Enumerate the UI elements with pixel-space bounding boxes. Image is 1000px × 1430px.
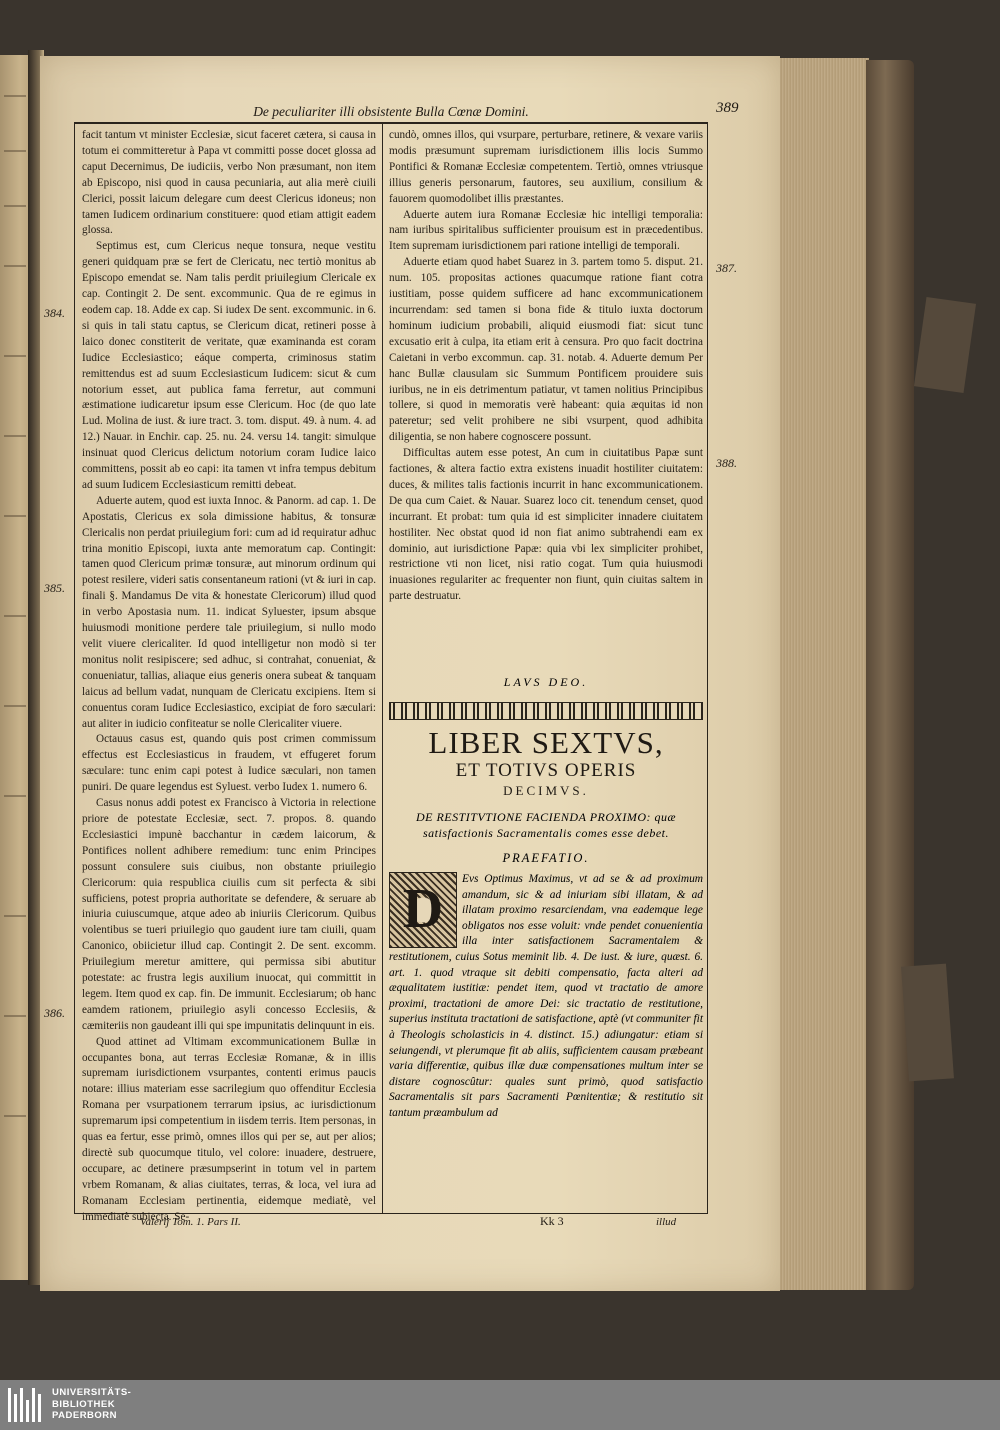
signature-mark: Kk 3 [540,1214,564,1228]
paragraph: Aduerte autem iura Romanæ Ecclesiæ hic intelligi temporalia: nam iuribus spiritalibus sufficienter prouisum est in præcedentibus. Item supremam iurisdictionem pari ratione intelligi de temporali. [389,208,703,253]
chapter-heading: DE RESTITVTIONE FACIENDA PROXIMO: quæ satisfactionis Sacramentalis comes esse debet. [415,810,677,840]
library-line-1: UNIVERSITÄTS- [52,1387,132,1398]
decorated-initial [389,872,457,948]
praefatio-text: Evs Optimus Maximus, vt ad se & ad proximum amandum, sic & ad iniuriam sibi illatam, & ad illatam proximo resarciendam, vna eademque lege obligatos nos esse voluit: vnde pendet conuenientia illa inter satisfactionem Sacramentalem & restitutionem, cuius Sotus meminit lib. 4. De iust. & iure, quæst. 6. art. 1. quod vtraque sit debiti compensatio, facta alteri ad æqualitatem iustitiæ: pendet item, quod vt tractatio de amore proximi, tractationi de amore Dei: sic tractatio de restitutione, superius instituta tractationi de satisfactione, aptè (vt communiter fit à Theologis scholasticis in 4. distinct. 15.) adiungatur: etiam si seiungendi, vt plerumque fit ab aliis, sufficientem causam præbeant varia differentiæ, quibus illæ duæ compensationes multum inter se distare cognoscûtur: quales sunt primò, quod satisfactio Sacramentalis sit pars Sacramenti Pœnitentiæ; & restitutio sit tantum præambulum ad [389,873,703,1119]
paragraph: cundò, omnes illos, qui vsurpare, perturbare, retinere, & vexare variis modis præsumunt supremam iurisdictionem illis locis Summo Pontifici & Romanæ Ecclesiæ competentem. Tertiò, omnes vtriusque illius generis personarum, fautores, seu auxilium, consilium & fauorem quomodolibet illis præstantes. [389,129,703,205]
paragraph: Quod attinet ad Vltimam excommunicationem Bullæ in occupantes bona, aut terras Ecclesiæ Romanæ, & in illis supremam iurisdictionem vsurpantes, contenti erimus paucis notare: illius materiam esse sacrilegium quo offenditur Ecclesia Romana per vsurpationem terrarum ipsius, ac iurisdictionum supremarum ipsi competentium in iisdem terris. Item personas, in quas ea fertur, esse primò, omnes illos qui per se, aut per alios; directè sub quocumque titulo, vel colore: inuadere, destruere, occupare, ac detinere præsumpserint in totum vel in partem vrbem Romanam, & alias ciuitates, terras, & loca, vel iura ad Romanam Ecclesiam pertinentia, eidemque mediatè, vel immediatè subiecta. Se- [82,1035,376,1223]
paragraph: Casus nonus addi potest ex Francisco à Victoria in relectione priore de potestate Ecclesiæ, sect. 7. propos. 8. quando Ecclesiastici impunè bacchantur in cædem laicorum, & Pontifices nollent adhibere remedium: tunc enim Principes possunt consulere suis ciuibus, non obstante priuilegio Clericorum: quia respublica ciuilis cum sit perfecta & sibi sufficiens, potest propria authoritate se defendere, & seruare ab iniuria cuiuscumque, atque adeo ab iniuriis Clericorum. Quibus volentibus se tueri priuilegio quo gaudent iure tam ciuili, quam Canonico, obiicietur illud cap. Contingit 2. De sent. excomm. Priuilegium meretur amittere, qui permissa sibi abutitur potestate: ac frustra legis auxilium inuocat, qui committit in legem. Item quod ex cap. fin. De immunit. Ecclesiarum; ob hanc eamdem rationem, priuilegio asyli concesso Ecclesiis, & cæmiteriis non gaudeant illi qui spe impunitatis delinquunt in eis. [82,797,376,1032]
column-rule [382,124,383,1213]
right-column [389,128,703,605]
paragraph: Aduerte etiam quod habet Suarez in 3. partem tomo 5. disput. 21. num. 105. propositas actiones quacumque ratione fiant cotra iustitiam, posse quidem sufficere ad hanc excommunicationem incurrendam: sed tamen si bona fide & titulo iuxta doctorum hominum iudicium probabili, aliquid eiusmodi fiat: sicut tunc excusatio erit à culpa, ita etiam erit à censura. Pro quo facit doctrina Caietani in verbo excommun. cap. 31. notab. 4. Aduerte demum Per hanc Bullæ clausulam sic Summum Pontificem prouidere suis iuribus, ne in eis detrimentum patiatur, vt tamen nolitius Principibus tollere, si quod in memoratis verè habeant: quia æquitas id non pateretur; sed velit prohibere ne sibi vsurpent, quod adhibita diligentia, se non habere cognoscere possunt. [389,256,703,444]
paragraph: Difficultas autem esse potest, An cum in ciuitatibus Papæ sunt factiones, & altera factio extra existens inuadit hostiliter ciuitatem: duces, & milites talis factionis incurrit in hanc excommunicationem. De qua cum Caiet. & Nauar. Suarez loco cit. tenendum censet, quod incurrant. Et probat: tum quia id est simpliciter innadere ciuitatem hostiliter. Nec obstat quod id non fiat animo subtrahendi eam ex dominio, aut iurisdictione Papæ: quia vbi lex simpliciter prohibet, restrictione vti non licet, nisi ratio cogat. Tum quia huiusmodi inuasiones regulariter ac frequenter non fiunt, quin ciuitas saltem in parte destruatur. [389,447,703,603]
book-title: LIBER SEXTVS, [428,725,664,760]
laus-deo: LAVS DEO. [503,675,589,689]
book-cover-board [866,60,914,1290]
margin-number: 387. [716,261,737,275]
praefatio-heading: PRAEFATIO. [502,851,590,865]
library-logo-icon [8,1388,44,1422]
margin-number: 388. [716,456,737,470]
library-name [52,1387,131,1422]
paragraph: facit tantum vt minister Ecclesiæ, sicut faceret cætera, si causa in totum ei committeretur à Papa vt committi posse docet glossa ad caput Decernimus, De iudiciis, verbo Non præsumant, non item ab Episcopo, nisi quod in causa pecuniaria, aut alia merè ciuili Clerici, possit laicum delegare cum deest Clericus idoneus; non tamen Iudicem ordinarium constituere: quod etiam attigit eadem glossa. [82,129,376,237]
page-fore-edge [766,58,869,1290]
library-footer-bar [0,1380,1000,1430]
margin-number: 384. [44,306,65,320]
footer-title: Valerij Tom. 1. Pars II. [140,1216,241,1228]
page-number: 389 [716,100,739,116]
ornamental-band [389,702,703,720]
bookmark-strip-lower [901,964,954,1082]
running-head: De peculiariter illi obsistente Bulla Cœnæ Domini. [253,104,529,119]
bookmark-strip-upper [914,297,976,393]
margin-number: 385. [44,581,65,595]
initial-letter: D [402,878,444,940]
book-number: DECIMVS. [503,783,589,798]
catchword: illud [656,1216,677,1228]
paragraph: Septimus est, cum Clericus neque tonsura, neque vestitu generi quidquam præ se fert de Clericatu, nec tertiò monitus ab Episcopo emendat se. Nam talis perdit priuilegium Clericale ex cap. Contingit 2. De sent. excommunic. Qua de re egimus in eodem cap. 18. Adde ex cap. Si iudex De sent. excommunic. in 6. si quis in tali statu captus, se Clericum dicat, retineri posse à laico donec constiterit de veritate, quæ examinanda est coram Iudice Ecclesiastico; eáque comperta, criminosus statim remittendus est ad suum Ecclesiasticum Iudicem: sicut & cum notorium esset, aut publica fama ferretur, aut communi æstimatione iudicaretur ipsum esse Clericum. Hoc (de quo late Lud. Molina de iust. & iure tract. 3. tom. disput. 49. à num. 4. ad 12.) Nauar. in Enchir. cap. 25. nu. 24. versu 14. tangit: simulque insinuat quod Clericus delictum notorium coram Iudice laico committens, possit ab eo capi: ita tamen vt infra tempus debitum ad suum Iudicem Ecclesiasticum remitti debeat. [82,240,376,491]
library-line-3: PADERBORN [52,1410,118,1421]
paragraph: Octauus casus est, quando quis post crimen commissum effectus est Ecclesiasticus in fraudem, vt effugeret forum sæculare: tunc enim capi potest à Iudice sæculari, non tamen puniri. De quare legendus est Syluest. verbo Iudex 1. numero 6. [82,733,376,794]
paragraph: Aduerte autem, quod est iuxta Innoc. & Panorm. ad cap. 1. De Apostatis, Clericus ex sola dimissione habitus, & tonsuræ Clericalis non perdat priuilegium fori: cum ad id requiratur adhuc trina monitio Episcopi, iuxta ante memoratum cap. Contingit: tamen quod Clericum primæ tonsuræ, aut minorum ordinum qui potest resilere, videri satis consentaneum rationi (vt & iuri in cap. finali §. Mandamus De vita & honestate Clericorum) illud quod in verbo Apostasia num. 11. indicat Syluester, ipsum absque huiusmodi monitione perdere tale priuilegium, si nullo modo velit viuere clericaliter. Id quod intelligetur non modò si ter monitus nolit resipiscere; sed adhuc, si contrahat, conueniat, & conueniatur, tallias, aliaque eius generis onera subeat & tanquam laicus ad bellum vadat, nunquam de Clericatu excipiens. Item si conuentus coram Iudice Ecclesiastico, excipiat de foro sæculari: aut aliter in iudicio confiteatur se nolle Clericaliter viuere. [82,494,376,730]
book-subtitle: ET TOTIVS OPERIS [455,760,637,781]
praefatio-body [389,872,703,1122]
left-column [82,128,376,1226]
recto-page [40,56,780,1291]
library-line-2: BIBLIOTHEK [52,1398,116,1410]
book-six-opening [389,664,703,1122]
margin-number: 386. [44,1006,65,1020]
